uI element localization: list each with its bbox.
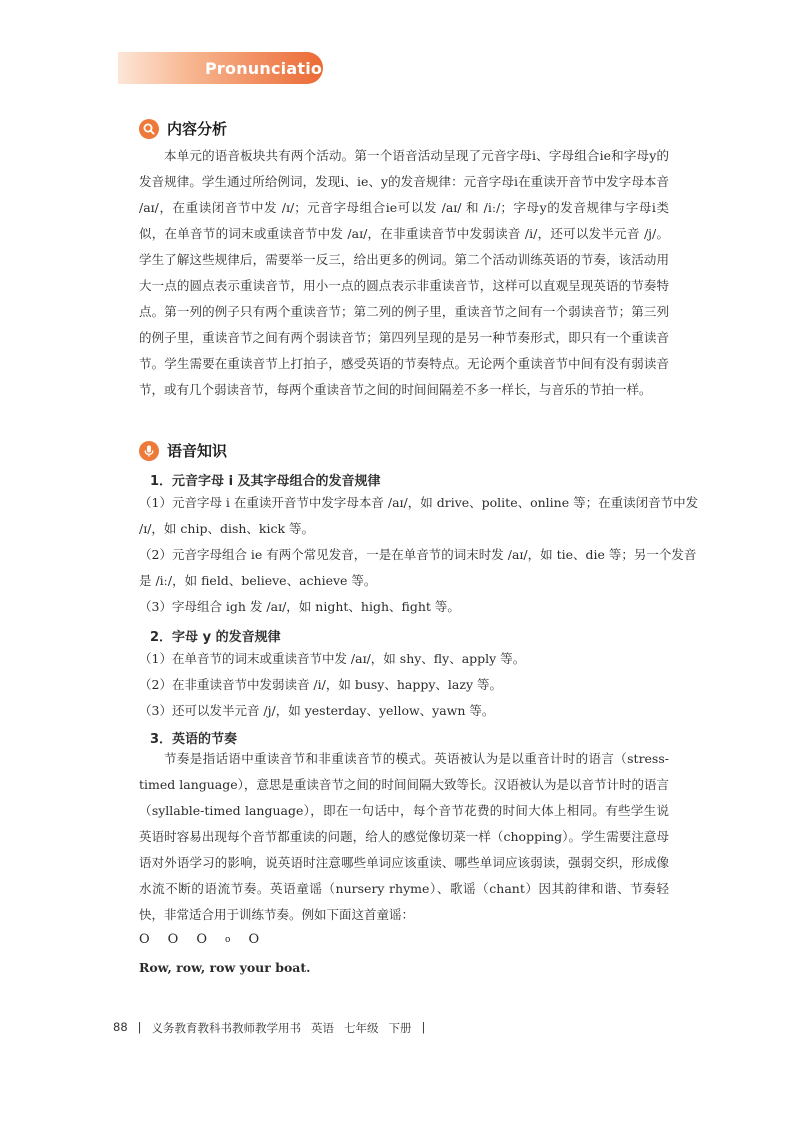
subheading-letter-y: 2．字母 y 的发音规律	[150, 630, 281, 645]
banner-title: Pronunciation	[205, 59, 334, 78]
magnifier-icon	[139, 119, 159, 139]
unstressed-mark: o	[225, 935, 231, 945]
rule-line: 是 /iː/，如 field、believe、achieve 等。	[139, 573, 377, 588]
rule-line: （1）在单音节的词末或重读音节中发 /aɪ/，如 shy、fly、apply 等。	[139, 651, 526, 666]
grade: 七年级	[344, 1021, 379, 1035]
footer-divider: |	[137, 1020, 142, 1034]
nursery-rhyme-line: Row, row, row your boat.	[139, 960, 311, 975]
subheading-rhythm: 3．英语的节奏	[150, 732, 238, 747]
page-footer	[113, 1020, 425, 1036]
page-number: 88	[113, 1020, 128, 1034]
stressed-mark: O	[196, 932, 208, 947]
rule-line: （2）在非重读音节中发弱读音 /i/，如 busy、happy、lazy 等。	[139, 677, 502, 692]
analysis-paragraph: 本单元的语音板块共有两个活动。第一个语音活动呈现了元音字母i、字母组合ie和字母y的发音规律。学生通过所给例词，发现i、ie、y的发音规律：元音字母i在重读开音节中发字母本音 /aɪ/，在重读闭音节中发 /ɪ/；元音字母组合ie可以发 /aɪ/ 和 /iː/；字母y的发音规律与字母i类似，在单音节的词末或重读音节中发 /aɪ/，在非重读音节中发弱读音 /i/，还可以发半元音 /j/。学生了解这些规律后，需要举一反三，给出更多的例词。第二个活动训练英语的节奏，该活动用大一点的圆点表示重读音节，用小一点的圆点表示非重读音节，这样可以直观呈现英语的节奏特点。第一列的例子只有两个重读音节；第二列的例子里，重读音节之间有一个弱读音节；第三列的例子里，重读音节之间有两个弱读音节；第四列呈现的是另一种节奏形式，即只有一个重读音节。学生需要在重读音节上打拍子，感受英语的节奏特点。无论两个重读音节中间有没有弱读音节，或有几个弱读音节，每两个重读音节之间的时间间隔差不多一样长，与音乐的节拍一样。	[139, 148, 669, 397]
subheading-vowel-i: 1．元音字母 i 及其字母组合的发音规律	[150, 474, 381, 489]
microphone-icon	[139, 441, 159, 461]
rule-line: （1）元音字母 i 在重读开音节中发字母本音 /aɪ/，如 drive、polite、online 等；在重读闭音节中发	[139, 495, 699, 510]
rhythm-pattern	[139, 932, 259, 947]
stressed-mark: O	[248, 932, 260, 947]
rule-line: （3）还可以发半元音 /j/，如 yesterday、yellow、yawn 等。	[139, 703, 495, 718]
rule-line: /ɪ/，如 chip、dish、kick 等。	[139, 521, 315, 536]
rhythm-paragraph: 节奏是指话语中重读音节和非重读音节的模式。英语被认为是以重音计时的语言（stress-timed language），意思是重读音节之间的时间间隔大致等长。汉语被认为是以音节计时的语言（syllable-timed language），即在一句话中，每个音节花费的时间大体上相同。有些学生说英语时容易出现每个音节都重读的问题，给人的感觉像切菜一样（chopping）。学生需要注意母语对外语学习的影响，说英语时注意哪些单词应该重读、哪些单词应该弱读，强弱交织，形成像水流不断的语流节奏。英语童谣（nursery rhyme）、歌谣（chant）因其韵律和谐、节奏轻快，非常适合用于训练节奏。例如下面这首童谣：	[139, 751, 669, 922]
section-header-knowledge	[139, 440, 227, 461]
stressed-mark: O	[139, 932, 150, 947]
stressed-mark: O	[167, 932, 179, 947]
footer-divider: |	[421, 1020, 426, 1034]
rule-line: （3）字母组合 igh 发 /aɪ/，如 night、high、fight 等。	[139, 599, 460, 614]
book-title: 义务教育教科书教师教学用书	[151, 1021, 302, 1035]
section-title: 语音知识	[167, 442, 228, 460]
rule-line: （2）元音字母组合 ie 有两个常见发音，一是在单音节的词末时发 /aɪ/，如 tie、die 等；另一个发音	[139, 547, 697, 562]
subject: 英语	[311, 1021, 335, 1035]
section-title: 内容分析	[167, 120, 228, 138]
volume: 下册	[388, 1021, 412, 1035]
section-header-analysis	[139, 118, 227, 139]
